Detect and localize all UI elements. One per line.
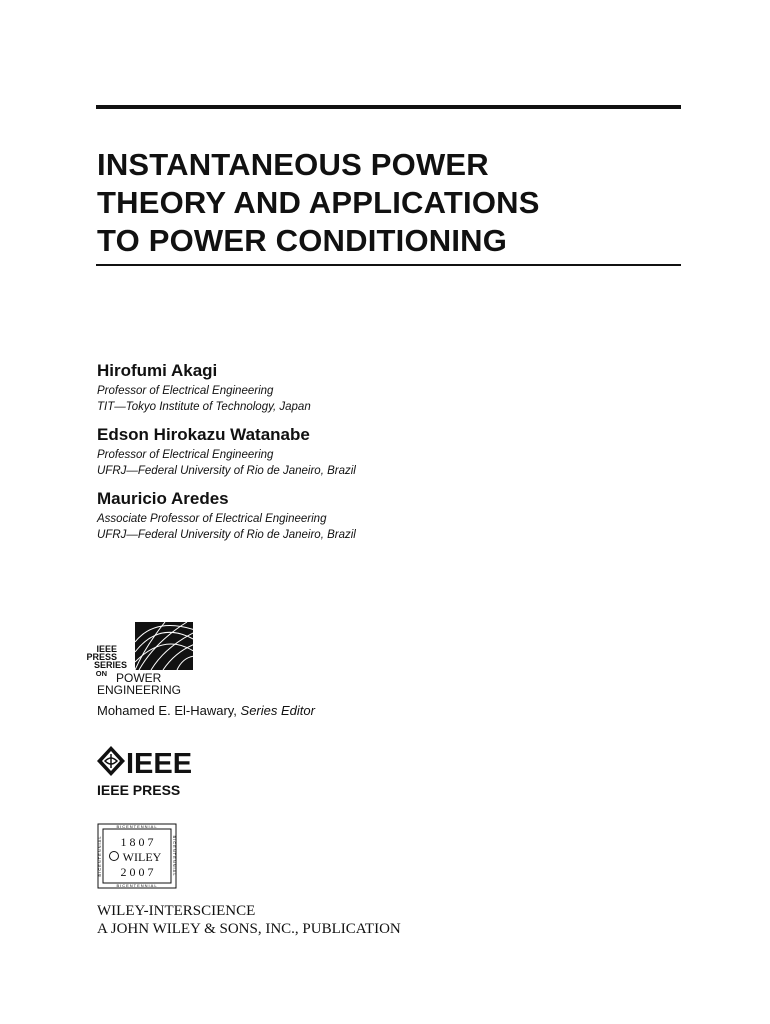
seal-ring-text-top: BICENTENNIAL [116, 824, 158, 829]
series-editor [97, 703, 315, 718]
seal-ring-text-right: BICENTENNIAL [172, 835, 177, 877]
seal-ring-text-bottom: BICENTENNIAL [116, 883, 158, 888]
ieee-diamond-icon [97, 746, 125, 776]
ieee-press-label: IEEE PRESS [97, 782, 181, 798]
author-name-watanabe: Edson Hirokazu Watanabe [97, 425, 310, 444]
title-rule [96, 264, 681, 266]
title-line-3: TO POWER CONDITIONING [97, 223, 508, 258]
series-logo-line-2: PRESS [86, 652, 117, 662]
book-title [97, 146, 697, 260]
publisher-line: A JOHN WILEY & SONS, INC., PUBLICATION [97, 921, 401, 937]
series-editor-name: Mohamed E. El-Hawary, [97, 703, 241, 718]
series-logo-line-1: IEEE [96, 644, 117, 654]
author-title: Professor of Electrical Engineering [97, 385, 274, 397]
author-title: Associate Professor of Electrical Engineering [97, 513, 327, 525]
author-institution: UFRJ—Federal University of Rio de Janeiro, Brazil [97, 529, 356, 541]
seal-year-bottom: 2 0 0 7 [120, 865, 154, 879]
series-logo-line-3: SERIES [93, 660, 127, 670]
author-affiliation-aredes [97, 511, 356, 543]
author-institution: TIT—Tokyo Institute of Technology, Japan [97, 401, 311, 413]
author-affiliation-watanabe [97, 447, 356, 479]
author-name-aredes: Mauricio Aredes [97, 489, 229, 508]
series-subject-line-1: POWER [116, 671, 162, 685]
publisher-imprint: WILEY-INTERSCIENCE [97, 903, 256, 919]
publisher-block [97, 902, 401, 938]
seal-wiley-name: WILEY [122, 850, 162, 864]
seal-ring-text-left: BICENTENNIAL [97, 835, 102, 877]
ieee-logo-text: IEEE [126, 748, 193, 780]
wiley-mark-icon [110, 852, 119, 861]
series-editor-role: Series Editor [240, 703, 315, 718]
series-logo-line-4: ON [95, 669, 107, 678]
title-line-1: INSTANTANEOUS POWER [97, 147, 489, 182]
ieee-logo [96, 745, 210, 779]
ieee-press-series-logo [86, 622, 215, 700]
title-line-2: THEORY AND APPLICATIONS [97, 185, 540, 220]
author-name-akagi: Hirofumi Akagi [97, 361, 218, 380]
wiley-bicentennial-seal [94, 820, 180, 892]
author-institution: UFRJ—Federal University of Rio de Janeiro, Brazil [97, 465, 356, 477]
seal-year-top: 1 8 0 7 [120, 835, 154, 849]
series-subject-line-2: ENGINEERING [97, 683, 182, 697]
top-rule [96, 105, 681, 109]
author-title: Professor of Electrical Engineering [97, 449, 274, 461]
author-affiliation-akagi [97, 383, 311, 415]
